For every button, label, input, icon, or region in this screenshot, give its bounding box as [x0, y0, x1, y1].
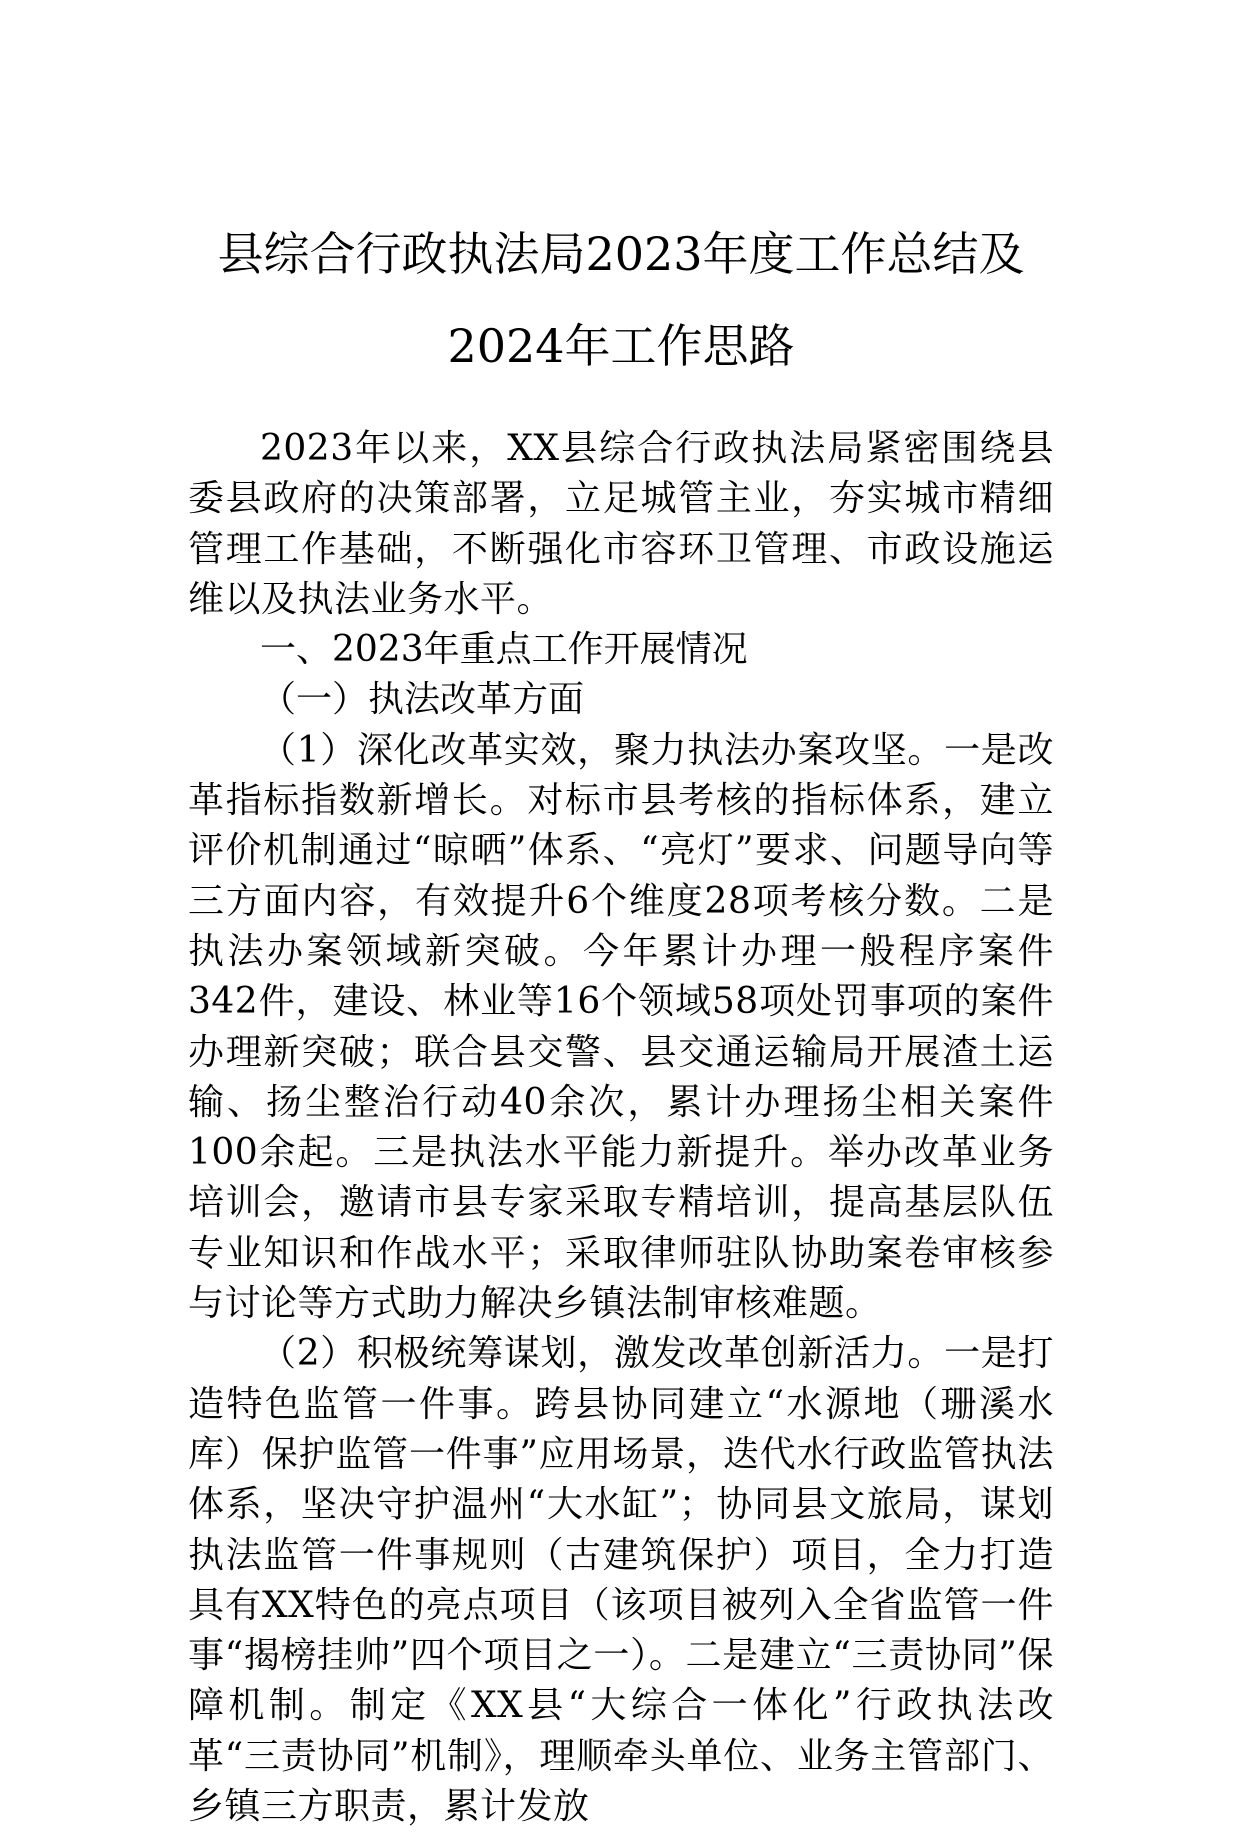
subsection-1-heading: （一）执法改革方面 — [260, 679, 585, 721]
body-paragraph-1: （1）深化改革实效，聚力执法办案攻坚。一是改革指标指数新增长。对标市县考核的指标体系，建立评价机制通过“晾晒”体系、“亮灯”要求、问题导向等三方面内容，有效提升6个维度28项考核分数。二是执法办案领域新突破。今年累计办理一般程序案件342件，建设、林业等16个领域58项处罚事项的案件办理新突破；联合县交警、县交通运输局开展渣土运输、扬尘整治行动40余次，累计办理扬尘相关案件100余起。三是执法水平能力新提升。举办改革业务培训会，邀请市县专家采取专精培训，提高基层队伍专业知识和作战水平；采取律师驻队协助案卷审核参与讨论等方式助力解决乡镇法制审核难题。 — [188, 729, 1054, 1325]
document-body — [188, 424, 1054, 1832]
body-paragraph-2: （2）积极统筹谋划，激发改革创新活力。一是打造特色监管一件事。跨县协同建立“水源地（珊溪水库）保护监管一件事”应用场景，迭代水行政监管执法体系，坚决守护温州“大水缸”；协同县文旅局，谋划执法监管一件事规则（古建筑保护）项目，全力打造具有XX特色的亮点项目（该项目被列入全省监管一件事“揭榜挂帅”四个项目之一）。二是建立“三责协同”保障机制。制定《XX县“大综合一体化”行政执法改革“三责协同”机制》，理顺牵头单位、业务主管部门、乡镇三方职责，累计发放 — [188, 1333, 1054, 1828]
title-line-1: 县综合行政执法局2023年度工作总结及 — [217, 227, 1025, 281]
title-line-2: 2024年工作思路 — [447, 319, 795, 373]
intro-paragraph: 2023年以来，XX县综合行政执法局紧密围绕县委县政府的决策部署，立足城管主业，夯实城市精细管理工作基础，不断强化市容环卫管理、市政设施运维以及执法业务水平。 — [188, 428, 1054, 620]
document-title — [188, 208, 1054, 392]
section-1-heading: 一、2023年重点工作开展情况 — [260, 629, 748, 671]
